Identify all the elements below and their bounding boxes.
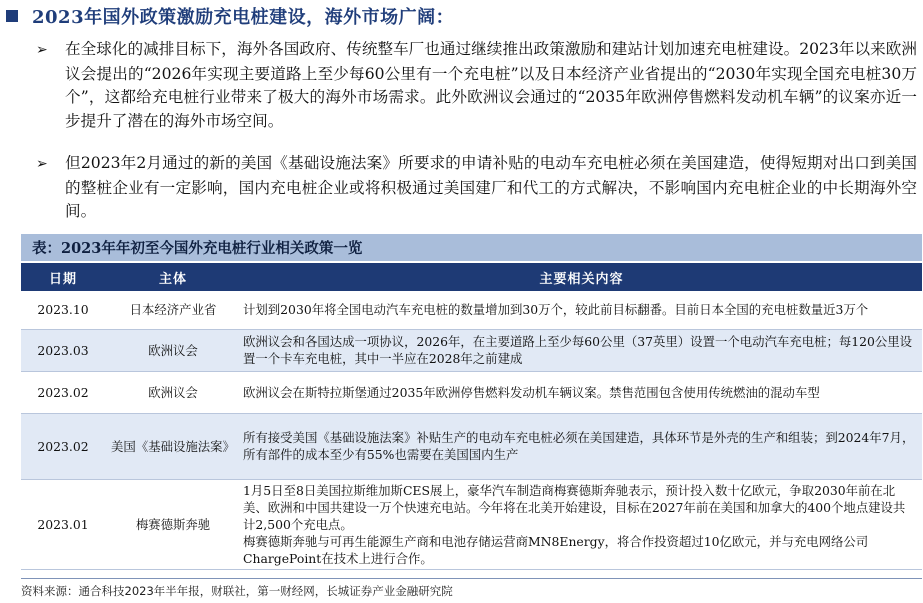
row-content: 所有接受美国《基础设施法案》补贴生产的电动车充电桩必须在美国建造，具体环节是外壳的生产和组装；到2024年7月，所有部件的成本至少有55%也需要在美国国内生产: [241, 413, 922, 479]
table-row: [21, 479, 922, 569]
row-date: 2023.10: [21, 291, 105, 329]
table-row: [21, 329, 922, 371]
row-date: 2023.02: [21, 413, 105, 479]
section-heading: [6, 4, 454, 28]
table-bottom-rule: [21, 578, 922, 579]
row-content: [241, 479, 922, 569]
arrow-bullet-icon: ➢: [36, 156, 48, 172]
row-entity: 欧洲议会: [105, 329, 241, 371]
row-date: 2023.02: [21, 371, 105, 413]
bullet-paragraph-2: [36, 152, 917, 224]
row-content-part-2: 梅赛德斯奔驰与可再生能源生产商和电池存储运营商MN8Energy，将合作投资超过10亿欧元，并与充电网络公司ChargePoint在技术上进行合作。: [243, 533, 869, 566]
bullet-text-1: 在全球化的减排目标下，海外各国政府、传统整车厂也通过继续推出政策激励和建站计划加速充电桩建设。2023年以来欧洲议会提出的“2026年实现主要道路上至少每60公里有一个充电桩”以及日本经济产业省提出的“2030年实现全国充电桩30万个”，这都给充电桩行业带来了极大的海外市场需求。此外欧洲议会通过的“2035年欧洲停售燃料发动机车辆”的议案亦近一步提升了潜在的海外市场空间。: [65, 40, 917, 130]
row-date: 2023.03: [21, 329, 105, 371]
row-content: 欧洲议会和各国达成一项协议，2026年，在主要道路上至少每60公里（37英里）设置一个电动汽车充电桩；每120公里设置一个卡车充电桩，其中一半应在2028年之前建成: [241, 329, 922, 371]
row-entity: 梅赛德斯奔驰: [105, 479, 241, 569]
bullet-text-2: 但2023年2月通过的新的美国《基础设施法案》所要求的申请补贴的电动车充电桩必须在美国建造，使得短期对出口到美国的整桩企业有一定影响，国内充电桩企业或将积极通过美国建厂和代工的方式解决，不影响国内充电桩企业的中长期海外空间。: [65, 154, 917, 220]
bullet-paragraph-1: [36, 38, 917, 133]
source-note: 资料来源：通合科技2023年半年报，财联社，第一财经网，长城证券产业金融研究院: [21, 584, 453, 598]
table-header-row: [21, 263, 922, 291]
arrow-bullet-icon: ➢: [36, 42, 48, 58]
header-content: 主要相关内容: [241, 263, 922, 291]
header-date: 日期: [21, 263, 105, 291]
row-entity: 欧洲议会: [105, 371, 241, 413]
table-caption: 表：2023年年初至今国外充电桩行业相关政策一览: [32, 240, 363, 257]
row-content: 计划到2030年将全国电动汽车充电桩的数量增加到30万个，较此前目标翻番。目前日本全国的充电桩数量近3万个: [241, 291, 922, 329]
table-row: [21, 413, 922, 479]
table-caption-bar: [21, 234, 922, 261]
row-content: 欧洲议会在斯特拉斯堡通过2035年欧洲停售燃料发动机车辆议案。禁售范围包含使用传统燃油的混动车型: [241, 371, 922, 413]
policy-table: [21, 263, 922, 570]
row-content-part-1: 1月5日至8日美国拉斯维加斯CES展上，豪华汽车制造商梅赛德斯奔驰表示，预计投入数十亿欧元，争取2030年前在北美、欧洲和中国共建设一万个快速充电站。今年将在北美开始建设，目标在2027年前在美国和加拿大的400个地点建设共计2,500个充电点。: [243, 482, 906, 532]
row-date: 2023.01: [21, 479, 105, 569]
square-bullet-icon: [6, 10, 18, 22]
heading-text: 2023年国外政策激励充电桩建设，海外市场广阔：: [32, 7, 455, 28]
row-entity: 美国《基础设施法案》: [105, 413, 241, 479]
header-entity: 主体: [105, 263, 241, 291]
table-row: [21, 371, 922, 413]
table-row: [21, 291, 922, 329]
row-entity: 日本经济产业省: [105, 291, 241, 329]
